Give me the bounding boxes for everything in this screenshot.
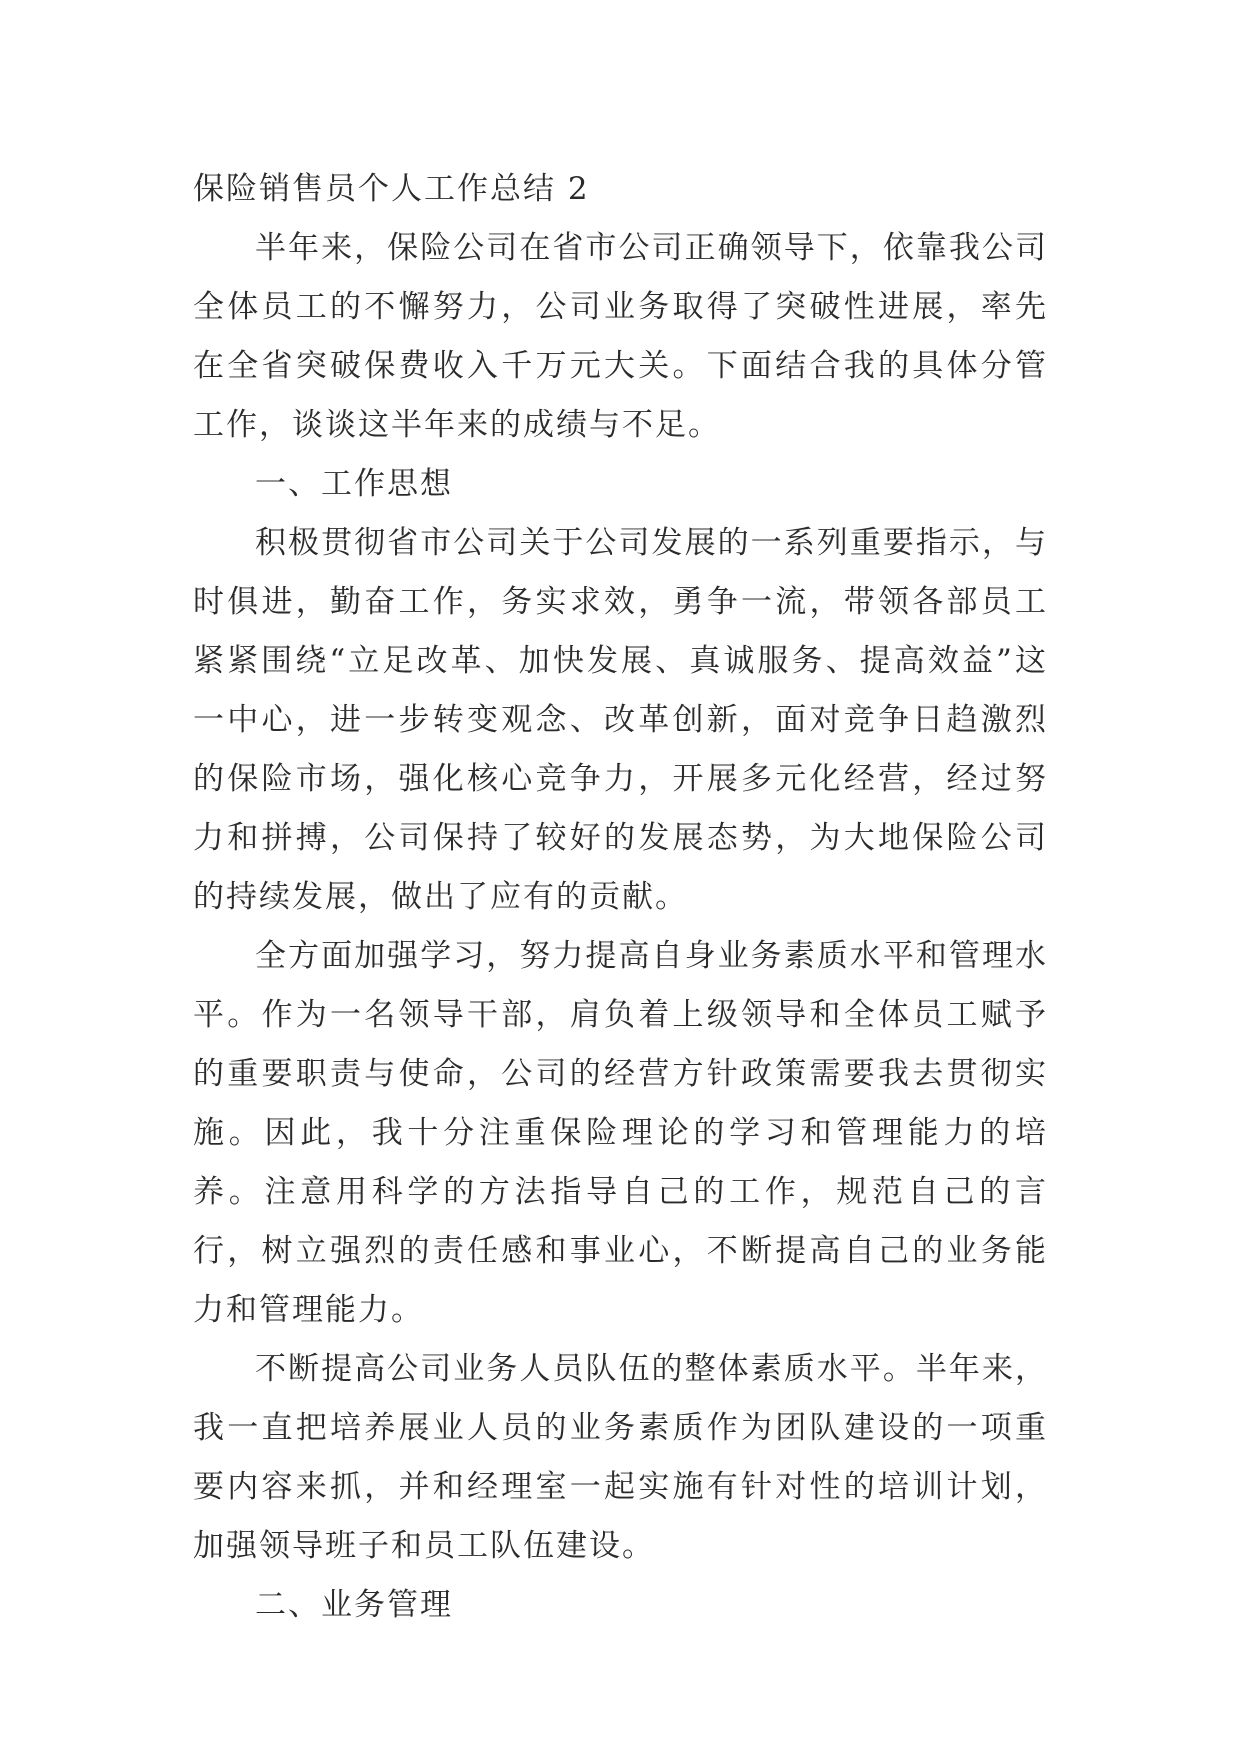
- document-body: [193, 160, 1048, 1635]
- section-heading-business-management: 二、业务管理: [255, 1587, 453, 1623]
- body-paragraph: 全方面加强学习，努力提高自身业务素质水平和管理水平。作为一名领导干部，肩负着上级领导和全体员工赋予的重要职责与使命，公司的经营方针政策需要我去贯彻实施。因此，我十分注重保险理论的学习和管理能力的培养。注意用科学的方法指导自己的工作，规范自己的言行，树立强烈的责任感和事业心，不断提高自己的业务能力和管理能力。: [193, 938, 1048, 1328]
- document-title: 保险销售员个人工作总结 2: [193, 171, 590, 207]
- section-heading-work-thoughts: 一、工作思想: [255, 466, 453, 502]
- body-paragraph: 积极贯彻省市公司关于公司发展的一系列重要指示，与时俱进，勤奋工作，务实求效，勇争一流，带领各部员工紧紧围绕“立足改革、加快发展、真诚服务、提高效益”这一中心，进一步转变观念、改革创新，面对竞争日趋激烈的保险市场，强化核心竞争力，开展多元化经营，经过努力和拼搏，公司保持了较好的发展态势，为大地保险公司的持续发展，做出了应有的贡献。: [193, 525, 1048, 915]
- body-paragraph: 不断提高公司业务人员队伍的整体素质水平。半年来，我一直把培养展业人员的业务素质作为团队建设的一项重要内容来抓，并和经理室一起实施有针对性的培训计划，加强领导班子和员工队伍建设。: [193, 1351, 1048, 1564]
- intro-paragraph: 半年来，保险公司在省市公司正确领导下，依靠我公司全体员工的不懈努力，公司业务取得了突破性进展，率先在全省突破保费收入千万元大关。下面结合我的具体分管工作，谈谈这半年来的成绩与不足。: [193, 230, 1048, 443]
